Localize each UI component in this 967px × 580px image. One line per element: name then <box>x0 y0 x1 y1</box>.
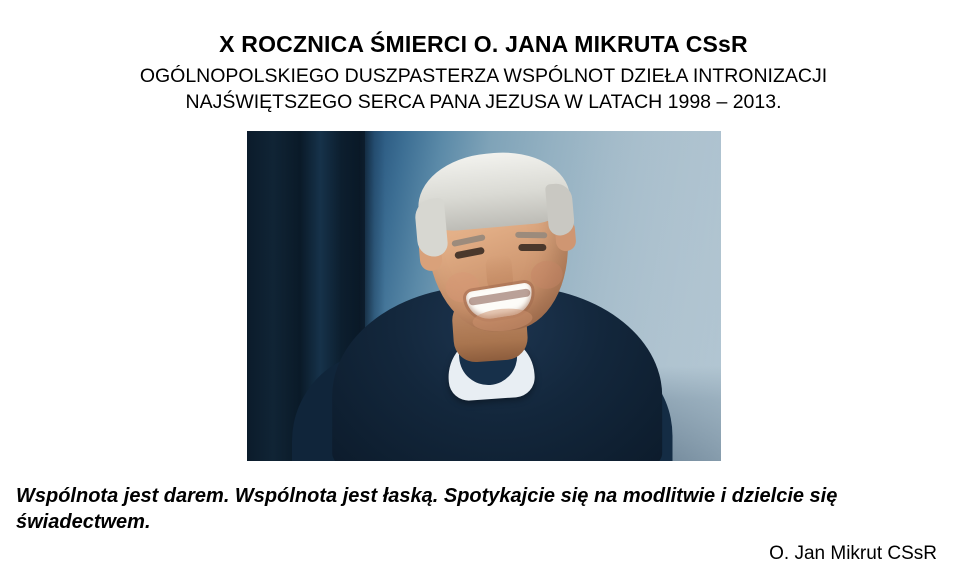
portrait-photo <box>247 131 721 461</box>
eye-left <box>454 247 485 260</box>
hair-side-right <box>544 183 574 237</box>
quote-attribution: O. Jan Mikrut CSsR <box>769 543 937 565</box>
subtitle-line-2: NAJŚWIĘTSZEGO SERCA PANA JEZUSA W LATACH 1998 – 2013. <box>185 91 782 114</box>
photo-container <box>0 131 967 461</box>
subtitle-line-1: OGÓLNOPOLSKIEGO DUSZPASTERZA WSPÓLNOT DZIEŁA INTRONIZACJI <box>139 64 828 87</box>
header <box>0 0 967 115</box>
cheek-right <box>529 260 563 291</box>
eyebrow-right <box>515 232 547 239</box>
eye-right <box>518 244 546 251</box>
person-figure <box>247 131 721 461</box>
quote-text: Wspólnota jest darem. Wspólnota jest łaską. Spotykajcie się na modlitwie i dzielcie się świadectwem. <box>16 485 838 534</box>
footer <box>0 483 967 566</box>
eyebrow-left <box>451 234 486 247</box>
page-title: X ROCZNICA ŚMIERCI O. JANA MIKRUTA CSsR <box>219 31 748 57</box>
